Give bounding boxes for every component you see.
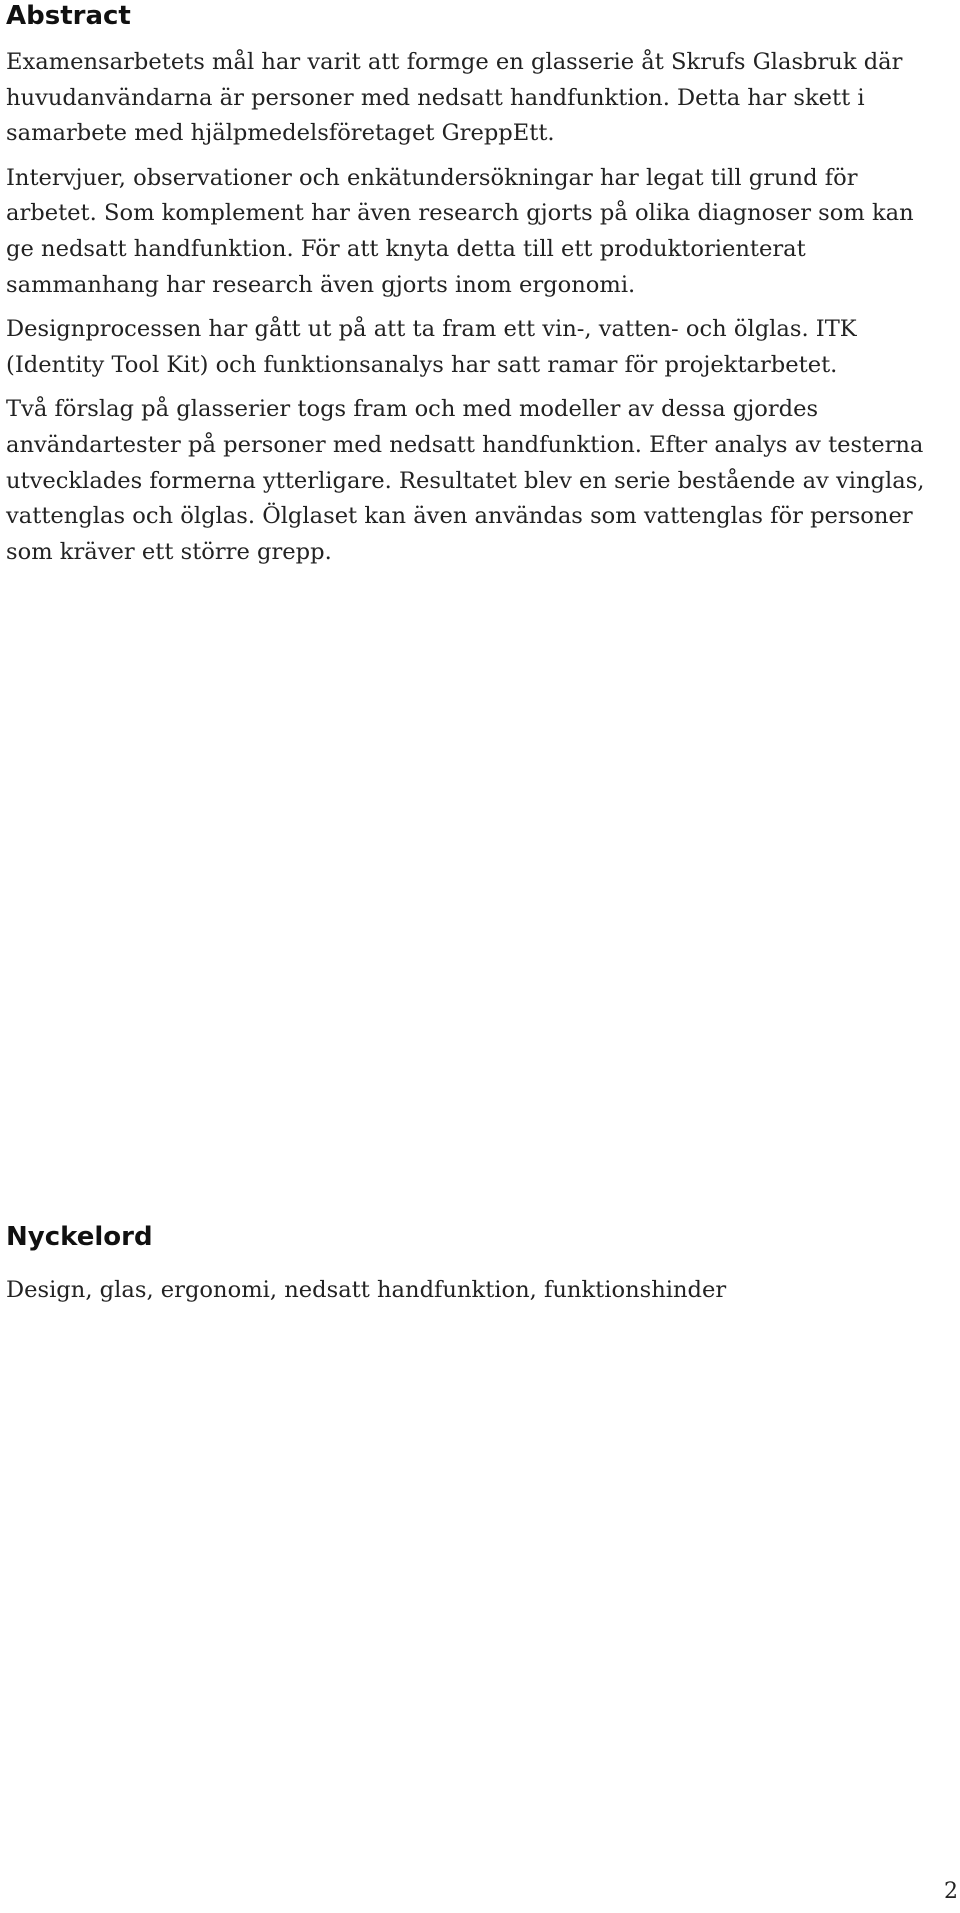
abstract-paragraph-3: Designprocessen har gått ut på att ta fram ett vin-, vatten- och ölglas. ITK (Identity Tool Kit) och funktionsanalys har satt ramar för projektarbetet. (6, 316, 857, 378)
abstract-body (6, 45, 946, 579)
abstract-paragraph-1: Examensarbetets mål har varit att formge en glasserie åt Skrufs Glasbruk där huvudanvändarna är personer med nedsatt handfunktion. Detta har skett i samarbete med hjälpmedelsföretaget GreppEtt. (6, 49, 903, 147)
page-number: 2 (944, 1879, 958, 1904)
abstract-heading: Abstract (6, 1, 131, 31)
abstract-paragraph-4: Två förslag på glasserier togs fram och med modeller av dessa gjordes användartester på personer med nedsatt handfunktion. Efter analys av testerna utvecklades formerna ytterligare. Resultatet blev en serie bestående av vinglas, vattenglas och ölglas. Ölglaset kan även användas som vattenglas för personer som kräver ett större grepp. (6, 396, 925, 565)
keywords-heading: Nyckelord (6, 1222, 153, 1252)
keywords-body (6, 1273, 946, 1309)
keywords-text: Design, glas, ergonomi, nedsatt handfunktion, funktionshinder (6, 1277, 727, 1303)
abstract-paragraph-2: Intervjuer, observationer och enkätundersökningar har legat till grund för arbetet. Som komplement har även research gjorts på olika diagnoser som kan ge nedsatt handfunktion. För att knyta detta till ett produktorienterat sammanhang har research även gjorts inom ergonomi. (6, 164, 914, 298)
